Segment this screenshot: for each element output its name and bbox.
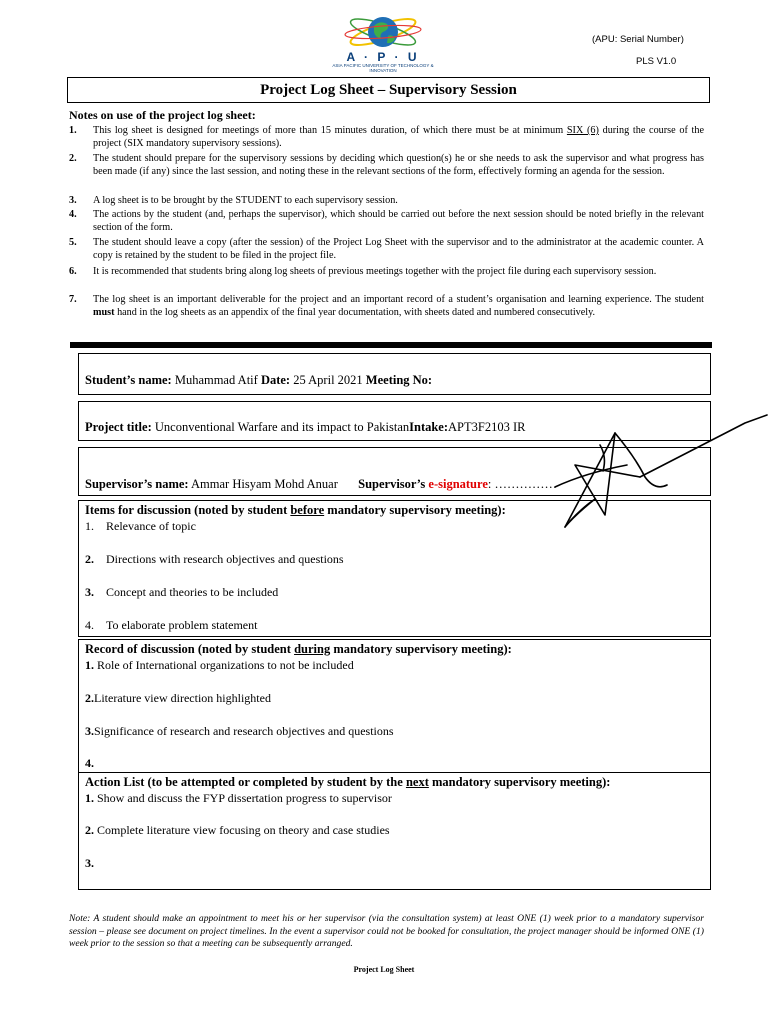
section-heading: Record of discussion (noted by student <box>85 642 295 656</box>
note-item <box>69 124 704 151</box>
note-number: 7. <box>69 294 77 305</box>
note-number: 1. <box>69 125 77 136</box>
note-number: 3. <box>69 195 77 206</box>
note-item <box>69 208 704 235</box>
note-item <box>69 236 704 263</box>
signature-icon <box>545 405 768 535</box>
note-text: The student should prepare for the supervisory sessions by deciding which question(s) he or she needs to ask the supervisor and what progress has been made (if any) since the last session, and noting these in the relevant sections of the form, effectively forming an agenda for the session. <box>93 153 704 178</box>
item-number: 1. <box>85 519 94 533</box>
student-box <box>78 353 711 395</box>
note-text: It is recommended that students bring along log sheets of previous meetings together with the project file during each supervisory session. <box>93 266 657 277</box>
list-item <box>85 724 394 739</box>
note-item <box>69 293 704 320</box>
list-item <box>85 856 94 871</box>
item-text[interactable]: To elaborate problem statement <box>106 618 258 632</box>
item-text[interactable]: Directions with research objectives and questions <box>106 552 344 566</box>
meeting-no-label: Meeting No: <box>365 373 433 387</box>
intake-field[interactable]: APT3F2103 IR <box>448 420 526 434</box>
item-text[interactable]: Literature view direction highlighted <box>94 691 271 705</box>
note-text: hand in the log sheets as an appendix of the final year documentation, with sheets dated and numbered consecutively. <box>114 307 596 319</box>
item-text[interactable]: Role of International organizations to not be included <box>94 658 354 672</box>
note-item <box>69 194 704 207</box>
item-text[interactable]: Concept and theories to be included <box>106 585 279 599</box>
item-number: 2. <box>85 691 94 705</box>
item-number: 2. <box>85 823 94 837</box>
item-number: 1. <box>85 658 94 672</box>
section-heading-emphasis: during <box>294 642 331 656</box>
item-number: 4. <box>85 756 94 770</box>
signature-dots: : …………… <box>487 477 557 491</box>
list-item <box>85 618 257 633</box>
item-text[interactable]: Show and discuss the FYP dissertation progress to supervisor <box>94 791 392 805</box>
note-number: 4. <box>69 209 77 220</box>
section-heading: mandatory supervisory meeting): <box>428 775 611 789</box>
footnote: Note: A student should make an appointment to meet his or her supervisor (via the consultation system) at least ONE (1) week prior to a mandatory supervisor session – please see document on project timelines. In the event a supervisor could not be booked for consultation, the project manager should be informed ONE (1) week prior to the session so that a meeting can be subsequently arranged. <box>69 913 704 949</box>
item-number: 3. <box>85 724 94 738</box>
project-title-label: Project title: <box>85 420 152 434</box>
item-number: 3. <box>85 856 94 870</box>
note-item <box>69 152 704 179</box>
list-item <box>85 552 344 567</box>
student-name-field[interactable]: Muhammad Atif <box>174 373 258 387</box>
item-number: 2. <box>85 552 94 566</box>
intake-label: Intake: <box>409 420 449 434</box>
divider <box>70 342 712 348</box>
logo-subtext: ASIA PACIFIC UNIVERSITY OF TECHNOLOGY & INNOVATION <box>332 63 434 73</box>
note-number: 2. <box>69 153 77 164</box>
note-text: The actions by the student (and, perhaps the supervisor), which should be carried out before the next session should be noted briefly in the relevant section of the form. <box>93 209 704 234</box>
date-label: Date: <box>260 373 291 387</box>
item-text[interactable]: Significance of research and research objectives and questions <box>94 724 394 738</box>
date-field[interactable]: 25 April 2021 <box>293 373 363 387</box>
e-signature-label: e-signature <box>428 477 488 491</box>
section-heading: Action List (to be attempted or completed by student by the <box>85 775 406 789</box>
item-text[interactable]: Relevance of topic <box>106 519 196 533</box>
section-heading-emphasis: before <box>290 503 325 517</box>
supervisor-name-field[interactable]: Ammar Hisyam Mohd Anuar <box>191 477 338 491</box>
section-heading: mandatory supervisory meeting): <box>330 642 512 656</box>
section-heading: mandatory supervisory meeting): <box>324 503 506 517</box>
page-footer: Project Log Sheet <box>353 965 415 974</box>
list-item <box>85 585 278 600</box>
note-text: The student should leave a copy (after the session) of the Project Log Sheet with the supervisor and to the administrator at the academic counter. A copy is retained by the student to be filed in the project file. <box>93 237 704 262</box>
serial-number: (APU: Serial Number) <box>592 34 684 45</box>
list-item <box>85 823 390 838</box>
item-number: 3. <box>85 585 94 599</box>
note-item <box>69 265 704 278</box>
list-item <box>85 791 392 806</box>
list-item <box>85 519 196 534</box>
notes-heading: Notes on use of the project log sheet: <box>69 108 256 122</box>
item-text[interactable]: Complete literature view focusing on theory and case studies <box>94 823 390 837</box>
section-heading-emphasis: next <box>405 775 429 789</box>
list-item <box>85 691 271 706</box>
list-item <box>85 658 354 673</box>
note-emphasis: must <box>93 307 115 319</box>
note-text: The log sheet is an important deliverable for the project and an important record of a student’s organisation and learning experience. The student <box>93 294 704 305</box>
item-number: 4. <box>85 618 94 632</box>
note-emphasis: SIX (6) <box>566 125 599 136</box>
list-item <box>85 756 94 771</box>
signature-label: Supervisor’s <box>358 477 429 491</box>
supervisor-name-label: Supervisor’s name: <box>85 477 189 491</box>
version-label: PLS V1.0 <box>636 56 677 67</box>
item-number: 1. <box>85 791 94 805</box>
student-name-label: Student’s name: <box>85 373 172 387</box>
note-number: 5. <box>69 237 77 248</box>
note-text: A log sheet is to be brought by the STUDENT to each supervisory session. <box>93 195 398 206</box>
note-text: during the course of the project (SIX mandatory supervisory sessions). <box>93 125 704 150</box>
note-number: 6. <box>69 266 77 277</box>
page-title: Project Log Sheet – Supervisory Session <box>67 77 710 103</box>
record-box <box>78 639 711 773</box>
section-heading: Items for discussion (noted by student <box>85 503 291 517</box>
logo-letters: A · P · U <box>346 50 420 64</box>
action-list-box <box>78 772 711 890</box>
project-title-field[interactable]: Unconventional Warfare and its impact to Pakistan <box>154 420 410 434</box>
note-text: This log sheet is designed for meetings of more than 15 minutes duration, of which there must be at minimum <box>93 125 567 136</box>
